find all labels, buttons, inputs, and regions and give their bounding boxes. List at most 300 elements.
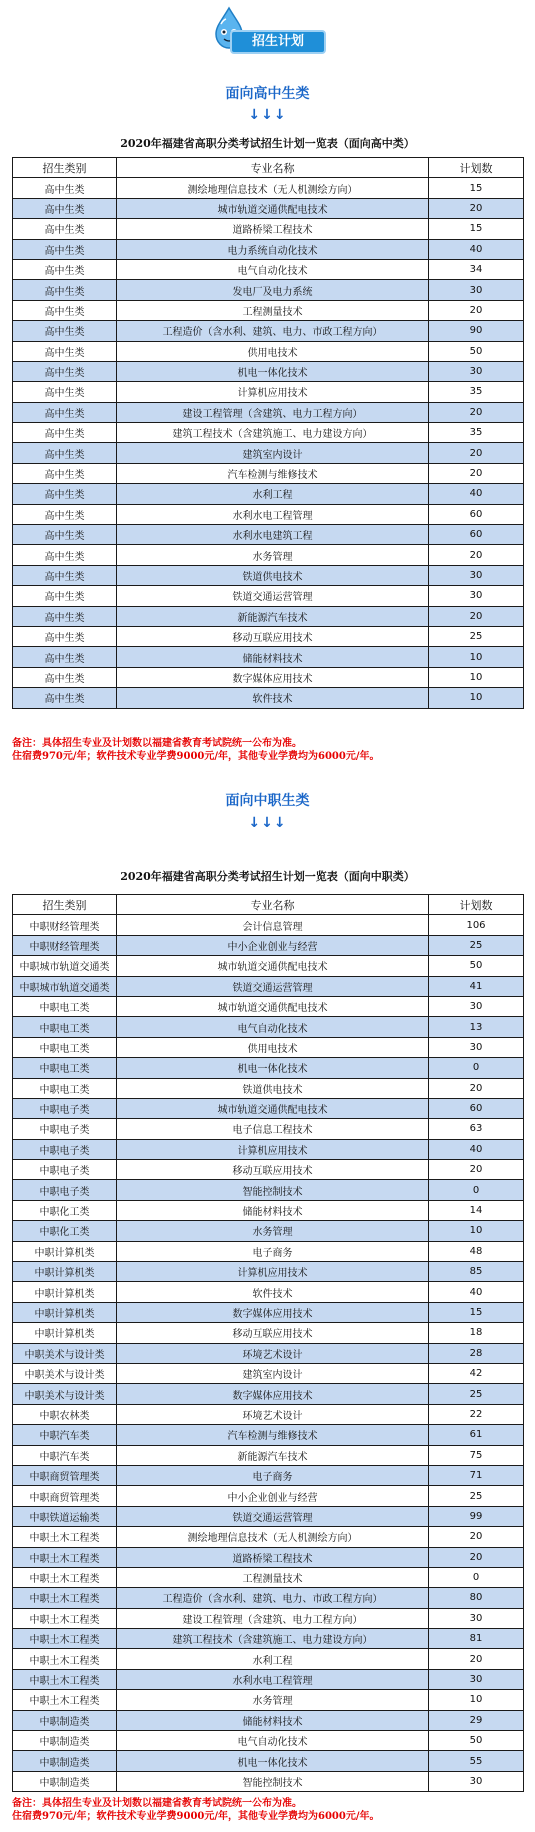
cell-count: 20 <box>429 1547 524 1567</box>
cell-category: 中职电工类 <box>13 996 117 1016</box>
table-row <box>13 1445 524 1465</box>
column-header-major: 专业名称 <box>117 158 429 178</box>
cell-count: 81 <box>429 1629 524 1649</box>
table-row <box>13 956 524 976</box>
table-row <box>13 1527 524 1547</box>
cell-category: 高中生类 <box>13 321 117 341</box>
cell-major: 城市轨道交通供配电技术 <box>117 956 429 976</box>
cell-category: 高中生类 <box>13 219 117 239</box>
cell-count: 50 <box>429 956 524 976</box>
cell-category: 中职财经管理类 <box>13 915 117 935</box>
cell-category: 中职计算机类 <box>13 1323 117 1343</box>
cell-category: 高中生类 <box>13 423 117 443</box>
table-row <box>13 1160 524 1180</box>
note-line-1: 备注：具体招生专业及计划数以福建省教育考试院统一公布为准。 <box>12 1798 302 1809</box>
cell-category: 中职商贸管理类 <box>13 1465 117 1485</box>
cell-major: 环境艺术设计 <box>117 1343 429 1363</box>
cell-category: 中职电子类 <box>13 1119 117 1139</box>
cell-count: 20 <box>429 1078 524 1098</box>
cell-major: 测绘地理信息技术（无人机测绘方向） <box>117 1527 429 1547</box>
table-row <box>13 1363 524 1383</box>
cell-major: 发电厂及电力系统 <box>117 280 429 300</box>
table-title-highschool: 2020年福建省高职分类考试招生计划一览表（面向高中类） <box>120 137 415 150</box>
cell-count: 10 <box>429 647 524 667</box>
cell-category: 中职汽车类 <box>13 1445 117 1465</box>
cell-category: 高中生类 <box>13 606 117 626</box>
cell-major: 城市轨道交通供配电技术 <box>117 1098 429 1118</box>
cell-major: 软件技术 <box>117 688 429 708</box>
cell-major: 工程造价（含水利、建筑、电力、市政工程方向） <box>117 321 429 341</box>
cell-count: 42 <box>429 1363 524 1383</box>
cell-count: 71 <box>429 1465 524 1485</box>
table-row <box>13 341 524 361</box>
cell-major: 电力系统自动化技术 <box>117 239 429 259</box>
table-row <box>13 1058 524 1078</box>
cell-category: 高中生类 <box>13 361 117 381</box>
cell-count: 30 <box>429 565 524 585</box>
table-row <box>13 647 524 667</box>
cell-major: 机电一体化技术 <box>117 1751 429 1771</box>
cell-category: 高中生类 <box>13 178 117 198</box>
cell-major: 移动互联应用技术 <box>117 1323 429 1343</box>
cell-count: 50 <box>429 341 524 361</box>
cell-count: 35 <box>429 382 524 402</box>
cell-major: 机电一体化技术 <box>117 361 429 381</box>
cell-count: 20 <box>429 1527 524 1547</box>
cell-category: 中职土木工程类 <box>13 1608 117 1628</box>
cell-category: 中职汽车类 <box>13 1425 117 1445</box>
cell-category: 高中生类 <box>13 484 117 504</box>
table-row <box>13 1078 524 1098</box>
cell-count: 40 <box>429 484 524 504</box>
cell-category: 中职美术与设计类 <box>13 1343 117 1363</box>
table-row <box>13 1384 524 1404</box>
cell-category: 中职电子类 <box>13 1160 117 1180</box>
cell-major: 新能源汽车技术 <box>117 1445 429 1465</box>
cell-count: 20 <box>429 1649 524 1669</box>
table-row <box>13 1098 524 1118</box>
cell-major: 铁道交通运营管理 <box>117 586 429 606</box>
cell-count: 60 <box>429 1098 524 1118</box>
section-heading-highschool: 面向高中生类 <box>225 86 310 102</box>
table-row <box>13 935 524 955</box>
cell-category: 中职土木工程类 <box>13 1527 117 1547</box>
cell-count: 30 <box>429 586 524 606</box>
table-row <box>13 565 524 585</box>
table-row <box>13 525 524 545</box>
table-row <box>13 259 524 279</box>
table-row <box>13 1262 524 1282</box>
cell-major: 电气自动化技术 <box>117 1731 429 1751</box>
cell-major: 计算机应用技术 <box>117 1262 429 1282</box>
cell-category: 高中生类 <box>13 545 117 565</box>
table-row <box>13 626 524 646</box>
cell-major: 计算机应用技术 <box>117 1139 429 1159</box>
cell-count: 48 <box>429 1241 524 1261</box>
table-row <box>13 504 524 524</box>
cell-category: 高中生类 <box>13 259 117 279</box>
cell-category: 中职土木工程类 <box>13 1690 117 1710</box>
cell-count: 75 <box>429 1445 524 1465</box>
cell-count: 28 <box>429 1343 524 1363</box>
cell-count: 63 <box>429 1119 524 1139</box>
cell-count: 40 <box>429 1139 524 1159</box>
cell-category: 高中生类 <box>13 667 117 687</box>
cell-category: 高中生类 <box>13 382 117 402</box>
table-row <box>13 443 524 463</box>
cell-major: 储能材料技术 <box>117 1200 429 1220</box>
cell-category: 中职化工类 <box>13 1200 117 1220</box>
table-row <box>13 1567 524 1587</box>
table-row <box>13 996 524 1016</box>
column-header-category: 招生类别 <box>13 158 117 178</box>
cell-major: 水务管理 <box>117 1221 429 1241</box>
table-row <box>13 1669 524 1689</box>
cell-major: 电子商务 <box>117 1241 429 1261</box>
cell-count: 10 <box>429 1690 524 1710</box>
cell-major: 建筑室内设计 <box>117 443 429 463</box>
cell-category: 高中生类 <box>13 525 117 545</box>
cell-major: 数字媒体应用技术 <box>117 1302 429 1322</box>
section-badge: 招生计划 <box>230 30 326 54</box>
table-row <box>13 361 524 381</box>
cell-count: 15 <box>429 178 524 198</box>
section-heading-vocational: 面向中职生类 <box>225 793 310 809</box>
cell-major: 道路桥梁工程技术 <box>117 219 429 239</box>
cell-major: 机电一体化技术 <box>117 1058 429 1078</box>
cell-category: 中职电子类 <box>13 1180 117 1200</box>
down-arrows-icon: ↓↓↓ <box>248 107 287 123</box>
cell-major: 建筑工程技术（含建筑施工、电力建设方向） <box>117 1629 429 1649</box>
table-row <box>13 1547 524 1567</box>
cell-category: 中职计算机类 <box>13 1282 117 1302</box>
table-row <box>13 667 524 687</box>
table-row <box>13 239 524 259</box>
cell-major: 智能控制技术 <box>117 1771 429 1791</box>
cell-category: 高中生类 <box>13 341 117 361</box>
table-row <box>13 1506 524 1526</box>
cell-major: 中小企业创业与经营 <box>117 935 429 955</box>
cell-category: 中职计算机类 <box>13 1241 117 1261</box>
table-row <box>13 219 524 239</box>
cell-category: 中职铁道运输类 <box>13 1506 117 1526</box>
cell-count: 10 <box>429 1221 524 1241</box>
cell-major: 城市轨道交通供配电技术 <box>117 996 429 1016</box>
cell-major: 移动互联应用技术 <box>117 626 429 646</box>
table-row <box>13 1588 524 1608</box>
table-row <box>13 178 524 198</box>
cell-category: 中职土木工程类 <box>13 1567 117 1587</box>
table-row <box>13 1608 524 1628</box>
cell-count: 99 <box>429 1506 524 1526</box>
cell-major: 数字媒体应用技术 <box>117 1384 429 1404</box>
cell-count: 80 <box>429 1588 524 1608</box>
cell-major: 储能材料技术 <box>117 647 429 667</box>
cell-major: 建筑工程技术（含建筑施工、电力建设方向） <box>117 423 429 443</box>
cell-count: 25 <box>429 1384 524 1404</box>
cell-count: 25 <box>429 626 524 646</box>
cell-major: 水利水电工程管理 <box>117 504 429 524</box>
table-row <box>13 1731 524 1751</box>
table-row <box>13 1323 524 1343</box>
cell-major: 环境艺术设计 <box>117 1404 429 1424</box>
cell-category: 中职制造类 <box>13 1731 117 1751</box>
column-header-count: 计划数 <box>429 895 524 915</box>
note-line-2: 住宿费970元/年；软件技术专业学费9000元/年，其他专业学费均为6000元/年。 <box>12 1811 380 1822</box>
cell-major: 水务管理 <box>117 1690 429 1710</box>
cell-count: 14 <box>429 1200 524 1220</box>
cell-category: 中职土木工程类 <box>13 1669 117 1689</box>
cell-major: 铁道供电技术 <box>117 1078 429 1098</box>
table-row <box>13 1649 524 1669</box>
cell-major: 道路桥梁工程技术 <box>117 1547 429 1567</box>
cell-count: 35 <box>429 423 524 443</box>
cell-category: 中职制造类 <box>13 1751 117 1771</box>
table-row <box>13 1343 524 1363</box>
cell-category: 高中生类 <box>13 402 117 422</box>
cell-count: 22 <box>429 1404 524 1424</box>
cell-count: 41 <box>429 976 524 996</box>
cell-count: 30 <box>429 1771 524 1791</box>
cell-category: 中职电子类 <box>13 1139 117 1159</box>
cell-count: 50 <box>429 1731 524 1751</box>
cell-category: 中职电子类 <box>13 1098 117 1118</box>
table-row <box>13 1710 524 1730</box>
cell-major: 水利工程 <box>117 484 429 504</box>
table-header-row <box>13 158 524 178</box>
table-row <box>13 1180 524 1200</box>
table-row <box>13 606 524 626</box>
table-row <box>13 1037 524 1057</box>
cell-count: 60 <box>429 504 524 524</box>
table-row <box>13 1282 524 1302</box>
cell-major: 储能材料技术 <box>117 1710 429 1730</box>
table-title-vocational: 2020年福建省高职分类考试招生计划一览表（面向中职类） <box>120 870 415 883</box>
table-row <box>13 1017 524 1037</box>
table-row <box>13 1241 524 1261</box>
cell-major: 供用电技术 <box>117 341 429 361</box>
cell-major: 会计信息管理 <box>117 915 429 935</box>
table-row <box>13 198 524 218</box>
down-arrows-icon: ↓↓↓ <box>248 815 287 831</box>
table-row <box>13 484 524 504</box>
cell-category: 高中生类 <box>13 198 117 218</box>
cell-category: 中职电工类 <box>13 1078 117 1098</box>
cell-count: 10 <box>429 688 524 708</box>
cell-count: 30 <box>429 1037 524 1057</box>
cell-category: 高中生类 <box>13 443 117 463</box>
cell-count: 30 <box>429 1608 524 1628</box>
cell-major: 铁道供电技术 <box>117 565 429 585</box>
table-row <box>13 321 524 341</box>
cell-count: 34 <box>429 259 524 279</box>
cell-category: 中职商贸管理类 <box>13 1486 117 1506</box>
table-row <box>13 1771 524 1791</box>
table-row <box>13 545 524 565</box>
cell-count: 25 <box>429 935 524 955</box>
cell-major: 电气自动化技术 <box>117 1017 429 1037</box>
cell-major: 软件技术 <box>117 1282 429 1302</box>
table-row <box>13 1425 524 1445</box>
cell-major: 智能控制技术 <box>117 1180 429 1200</box>
cell-major: 中小企业创业与经营 <box>117 1486 429 1506</box>
table-row <box>13 1404 524 1424</box>
table-row <box>13 1221 524 1241</box>
cell-count: 20 <box>429 463 524 483</box>
cell-major: 铁道交通运营管理 <box>117 1506 429 1526</box>
cell-major: 工程造价（含水利、建筑、电力、市政工程方向） <box>117 1588 429 1608</box>
cell-count: 20 <box>429 443 524 463</box>
cell-category: 中职城市轨道交通类 <box>13 956 117 976</box>
cell-count: 85 <box>429 1262 524 1282</box>
cell-count: 40 <box>429 239 524 259</box>
note-vocational <box>12 1797 527 1823</box>
cell-major: 建设工程管理（含建筑、电力工程方向） <box>117 402 429 422</box>
cell-count: 15 <box>429 219 524 239</box>
cell-major: 供用电技术 <box>117 1037 429 1057</box>
cell-major: 建筑室内设计 <box>117 1363 429 1383</box>
cell-major: 电子信息工程技术 <box>117 1119 429 1139</box>
cell-major: 铁道交通运营管理 <box>117 976 429 996</box>
table-row <box>13 280 524 300</box>
cell-major: 城市轨道交通供配电技术 <box>117 198 429 218</box>
table-row <box>13 586 524 606</box>
table-row <box>13 1302 524 1322</box>
cell-major: 水利工程 <box>117 1649 429 1669</box>
cell-category: 中职计算机类 <box>13 1302 117 1322</box>
cell-category: 中职美术与设计类 <box>13 1363 117 1383</box>
cell-category: 高中生类 <box>13 300 117 320</box>
cell-count: 55 <box>429 1751 524 1771</box>
cell-major: 移动互联应用技术 <box>117 1160 429 1180</box>
cell-major: 电子商务 <box>117 1465 429 1485</box>
cell-category: 高中生类 <box>13 688 117 708</box>
cell-category: 中职化工类 <box>13 1221 117 1241</box>
note-line-2: 住宿费970元/年；软件技术专业学费9000元/年，其他专业学费均为6000元/年。 <box>12 751 380 762</box>
cell-major: 汽车检测与维修技术 <box>117 1425 429 1445</box>
cell-category: 中职财经管理类 <box>13 935 117 955</box>
cell-count: 20 <box>429 1160 524 1180</box>
cell-count: 61 <box>429 1425 524 1445</box>
column-header-count: 计划数 <box>429 158 524 178</box>
table-row <box>13 688 524 708</box>
table-header-row <box>13 895 524 915</box>
table-row <box>13 1465 524 1485</box>
cell-major: 数字媒体应用技术 <box>117 667 429 687</box>
cell-category: 高中生类 <box>13 239 117 259</box>
table-row <box>13 1690 524 1710</box>
cell-major: 计算机应用技术 <box>117 382 429 402</box>
cell-count: 30 <box>429 280 524 300</box>
cell-category: 高中生类 <box>13 626 117 646</box>
cell-count: 15 <box>429 1302 524 1322</box>
column-header-category: 招生类别 <box>13 895 117 915</box>
cell-category: 中职土木工程类 <box>13 1547 117 1567</box>
table-row <box>13 423 524 443</box>
cell-major: 测绘地理信息技术（无人机测绘方向） <box>117 178 429 198</box>
cell-major: 新能源汽车技术 <box>117 606 429 626</box>
table-row <box>13 463 524 483</box>
cell-major: 水利水电工程管理 <box>117 1669 429 1689</box>
cell-category: 高中生类 <box>13 463 117 483</box>
cell-category: 中职农林类 <box>13 1404 117 1424</box>
cell-category: 中职城市轨道交通类 <box>13 976 117 996</box>
cell-category: 高中生类 <box>13 565 117 585</box>
cell-count: 106 <box>429 915 524 935</box>
cell-count: 20 <box>429 545 524 565</box>
cell-major: 建设工程管理（含建筑、电力工程方向） <box>117 1608 429 1628</box>
cell-count: 20 <box>429 606 524 626</box>
table-row <box>13 1200 524 1220</box>
table-row <box>13 382 524 402</box>
cell-category: 中职土木工程类 <box>13 1649 117 1669</box>
cell-count: 20 <box>429 300 524 320</box>
cell-count: 40 <box>429 1282 524 1302</box>
cell-major: 汽车检测与维修技术 <box>117 463 429 483</box>
cell-count: 10 <box>429 667 524 687</box>
cell-major: 水利水电建筑工程 <box>117 525 429 545</box>
table-row <box>13 915 524 935</box>
column-header-major: 专业名称 <box>117 895 429 915</box>
cell-count: 0 <box>429 1180 524 1200</box>
table-row <box>13 300 524 320</box>
table-row <box>13 1119 524 1139</box>
cell-category: 中职制造类 <box>13 1771 117 1791</box>
cell-category: 中职计算机类 <box>13 1262 117 1282</box>
cell-category: 高中生类 <box>13 647 117 667</box>
cell-category: 中职电工类 <box>13 1058 117 1078</box>
cell-count: 25 <box>429 1486 524 1506</box>
cell-count: 18 <box>429 1323 524 1343</box>
table-row <box>13 402 524 422</box>
cell-count: 0 <box>429 1567 524 1587</box>
cell-count: 13 <box>429 1017 524 1037</box>
cell-count: 20 <box>429 402 524 422</box>
table-row <box>13 976 524 996</box>
table-row <box>13 1139 524 1159</box>
cell-category: 中职美术与设计类 <box>13 1384 117 1404</box>
cell-category: 中职电工类 <box>13 1017 117 1037</box>
cell-count: 60 <box>429 525 524 545</box>
cell-category: 中职土木工程类 <box>13 1588 117 1608</box>
cell-major: 电气自动化技术 <box>117 259 429 279</box>
cell-category: 中职电工类 <box>13 1037 117 1057</box>
table-row <box>13 1629 524 1649</box>
cell-category: 高中生类 <box>13 280 117 300</box>
cell-category: 高中生类 <box>13 586 117 606</box>
cell-count: 29 <box>429 1710 524 1730</box>
cell-count: 30 <box>429 996 524 1016</box>
table-row <box>13 1751 524 1771</box>
plan-table-vocational <box>12 894 524 1792</box>
cell-category: 高中生类 <box>13 504 117 524</box>
plan-table-highschool <box>12 157 524 709</box>
table-row <box>13 1486 524 1506</box>
cell-count: 30 <box>429 361 524 381</box>
note-highschool <box>12 737 527 763</box>
cell-category: 中职土木工程类 <box>13 1629 117 1649</box>
cell-major: 水务管理 <box>117 545 429 565</box>
header-badge <box>212 0 332 62</box>
cell-major: 工程测量技术 <box>117 1567 429 1587</box>
cell-count: 0 <box>429 1058 524 1078</box>
cell-count: 90 <box>429 321 524 341</box>
cell-count: 20 <box>429 198 524 218</box>
cell-count: 30 <box>429 1669 524 1689</box>
note-line-1: 备注：具体招生专业及计划数以福建省教育考试院统一公布为准。 <box>12 738 302 749</box>
cell-major: 工程测量技术 <box>117 300 429 320</box>
cell-category: 中职制造类 <box>13 1710 117 1730</box>
